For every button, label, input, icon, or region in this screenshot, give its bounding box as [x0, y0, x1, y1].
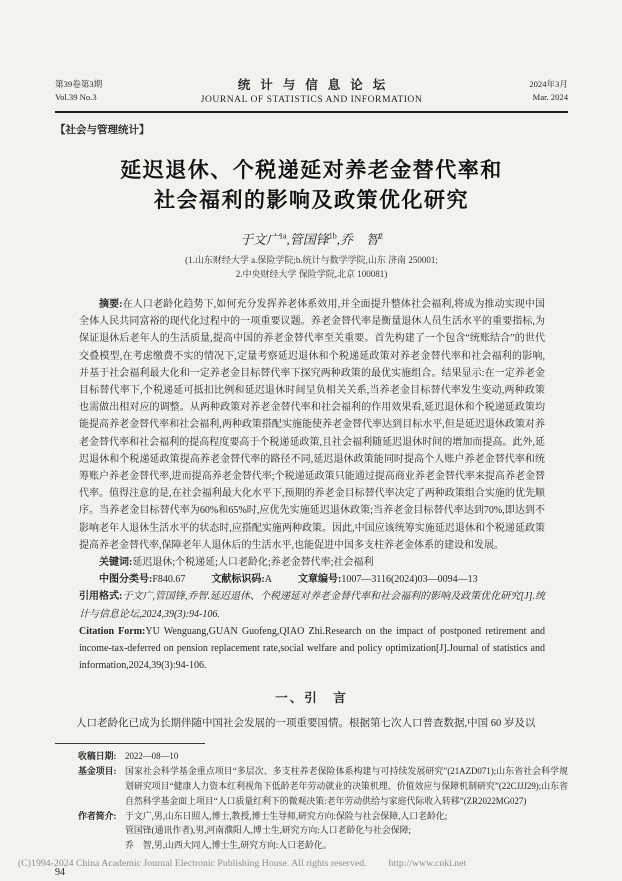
author-3: 乔 智$^2$ — [340, 231, 384, 247]
header-date — [476, 78, 568, 104]
article-title — [55, 155, 568, 215]
header-volume — [55, 78, 147, 104]
section-heading-introduction: 一、引 言 — [275, 691, 348, 706]
affiliation-line1: (1.山东财经大学 a.保险学院;b.统计与数学学院,山东 济南 250001; — [185, 255, 438, 265]
footnote-block — [55, 743, 568, 853]
author-line — [55, 229, 568, 248]
header-journal-name — [147, 78, 476, 106]
clc-value: F840.67 — [152, 574, 186, 586]
footnote-received — [78, 749, 568, 764]
footnote-funding — [78, 764, 568, 808]
cnki-copyright-bar — [18, 858, 466, 869]
received-date: 2022—08—10 — [125, 751, 179, 762]
citation-cn-text: 于文广,管国锋,乔智.延迟退休、个税递延对养老金替代率和社会福利的影响及政策优化研究[J].统计与信息论坛,2024,39(3):94-106. — [79, 591, 545, 620]
journal-name-en: JOURNAL OF STATISTICS AND INFORMATION — [200, 94, 423, 105]
keywords-text: 延迟退休;个税递延;人口老龄化;养老金替代率;社会福利 — [132, 557, 374, 569]
author-separator: , — [286, 232, 290, 247]
bio-line: 乔 智,男,山西大同人,博士生,研究方向:人口老龄化。 — [125, 840, 332, 851]
footnote-author-bios — [78, 809, 568, 853]
article-title-line1: 延迟退休、个税递延对养老金替代率和 — [120, 158, 503, 182]
author-separator: , — [336, 232, 341, 247]
abstract-paragraph — [79, 296, 545, 554]
doc-code-value: A — [264, 574, 272, 586]
keywords-label: 关键词: — [99, 557, 133, 569]
abstract-label: 摘要: — [99, 299, 123, 310]
copyright-text: (C)1994-2024 China Academic Journal Electronic Publishing House. All rights reserved. — [18, 858, 367, 869]
citation-en-text: YU Wenguang,GUAN Guofeng,QIAO Zhi.Research on the impact of postponed retirement and income-tax-deferred on pension replacement rate,social welfare and policy optimization[J].Journal of statistics and information,2024,39(3):94-106. — [79, 625, 545, 672]
volume-cn: 第39卷第3期 — [55, 79, 103, 89]
doc-code-label: 文献标识码: — [211, 574, 265, 586]
bio-line: 于文广,男,山东日照人,博士,教授,博士生导师,研究方向:保险与社会保障,人口老龄化; — [125, 810, 448, 821]
citation-cn-label: 引用格式: — [79, 591, 123, 603]
column-tag: 【社会与管理统计】 — [55, 124, 150, 136]
journal-name-cn: 统计与信息论坛 — [237, 78, 396, 92]
clc-label: 中图分类号: — [99, 574, 153, 586]
article-no-label: 文章编号: — [297, 574, 342, 586]
abstract-text: 在人口老龄化趋势下,如何充分发挥养老体系效用,并全面提升整体社会福利,将成为推动实现中国全体人民共同富裕的现代化过程中的一项重要议题。养老金替代率是衡量退休人员生活水平的重要指标,为保证退休后老年人的生活质量,提高中国的养老金替代率至关重要。首先构建了一个包含“统账结合”的世代交叠模型,在考虑缴费不实的情况下,定量考察延迟退休和个税递延政策对养老金替代率和社会福利的影响,并基于社会福利最大化和一定养老金目标替代率下探究两种政策的最优实施组合。结果显示:在一定养老金目标替代率下,个税递延可抵扣比例和延迟退休时间呈负相关关系,当养老金目标替代率发生变动,两种政策也需做出相对应的调整。从两种政策对养老金替代率和社会福利的作用效果看,延迟退休和个税递延政策均能提高养老金替代率和社会福利,两种政策搭配实施能使养老金替代率达到目标水平,但是延迟退休政策对养老金替代率和社会福利的提高程度要高于个税递延政策,且社会福利随延迟退休时间的增加而提高。此外,延迟退休和个税递延政策提高养老金替代率的路径不同,延迟退休政策能同时提高个人账户养老金替代率和统筹账户养老金替代率,进而提高养老金替代率;个税递延政策只能通过提高商业养老金替代率来提高养老金替代率。值得注意的是,在社会福利最大化水平下,预期的养老金目标替代率决定了两种政策组合实施的优先顺序。当养老金目标替代率为60%和65%时,应优先实施延迟退休政策;当养老金目标替代率达到70%,即达到不影响老年人退休生活水平的状态时,应搭配实施两种政策。因此,中国应该统筹实施延迟退休和个税递延政策提高养老金替代率,保障老年人退休后的生活水平,也能促进中国多支柱养老金体系的建设和发展。 — [79, 299, 545, 551]
affiliations — [55, 253, 568, 281]
journal-header — [55, 78, 568, 106]
author-1: 于文广$^{1a}$ — [239, 231, 287, 247]
citation-cn-line — [79, 588, 545, 622]
article-no-value: 1007—3116(2024)03—0094—13 — [341, 574, 478, 586]
keywords-line — [79, 554, 545, 571]
funding-text: 国家社会科学基金重点项目“多层次、多支柱养老保险体系构建与可持续发展研究”(21AZD071);山东省社会科学规划研究项目“健康人力资本红利视角下低龄老年劳动就业的决策机理、价值效应与保障机制研究”(22CJJJ29);山东省自然科学基金面上项目“人口质量红利下的微观决策:老年劳动供给与家庭代际收入转移”(ZR2022MG027) — [125, 766, 568, 806]
bio-label: 作者简介: — [78, 810, 117, 821]
funding-label: 基金项目: — [78, 766, 117, 777]
date-en: Mar. 2024 — [532, 92, 568, 102]
received-label: 收稿日期: — [78, 751, 117, 762]
classification-line — [79, 571, 545, 588]
abstract-block — [79, 296, 545, 674]
intro-paragraph: 人口老龄化已成为长期伴随中国社会发展的一项重要国情。根据第七次人口普查数据,中国 60 岁及以 — [76, 718, 536, 730]
date-cn: 2024年3月 — [529, 79, 568, 89]
bio-line: 管国锋(通讯作者),男,河南濮阳人,博士生,研究方向:人口老龄化与社会保障; — [125, 825, 411, 836]
volume-en: Vol.39 No.3 — [55, 92, 97, 102]
affiliation-line2: 2.中央财经大学 保险学院,北京 100081) — [235, 269, 388, 279]
header-divider — [55, 111, 568, 113]
citation-en-line — [79, 623, 545, 675]
page-number: 94 — [55, 867, 65, 879]
article-title-line2: 社会福利的影响及政策优化研究 — [154, 188, 469, 212]
citation-en-label: Citation Form: — [79, 625, 146, 637]
cnki-url: http://www.cnki.net — [388, 858, 467, 869]
footnote-divider — [55, 743, 205, 744]
author-2: 管国锋$^{1b}$ — [289, 231, 337, 247]
